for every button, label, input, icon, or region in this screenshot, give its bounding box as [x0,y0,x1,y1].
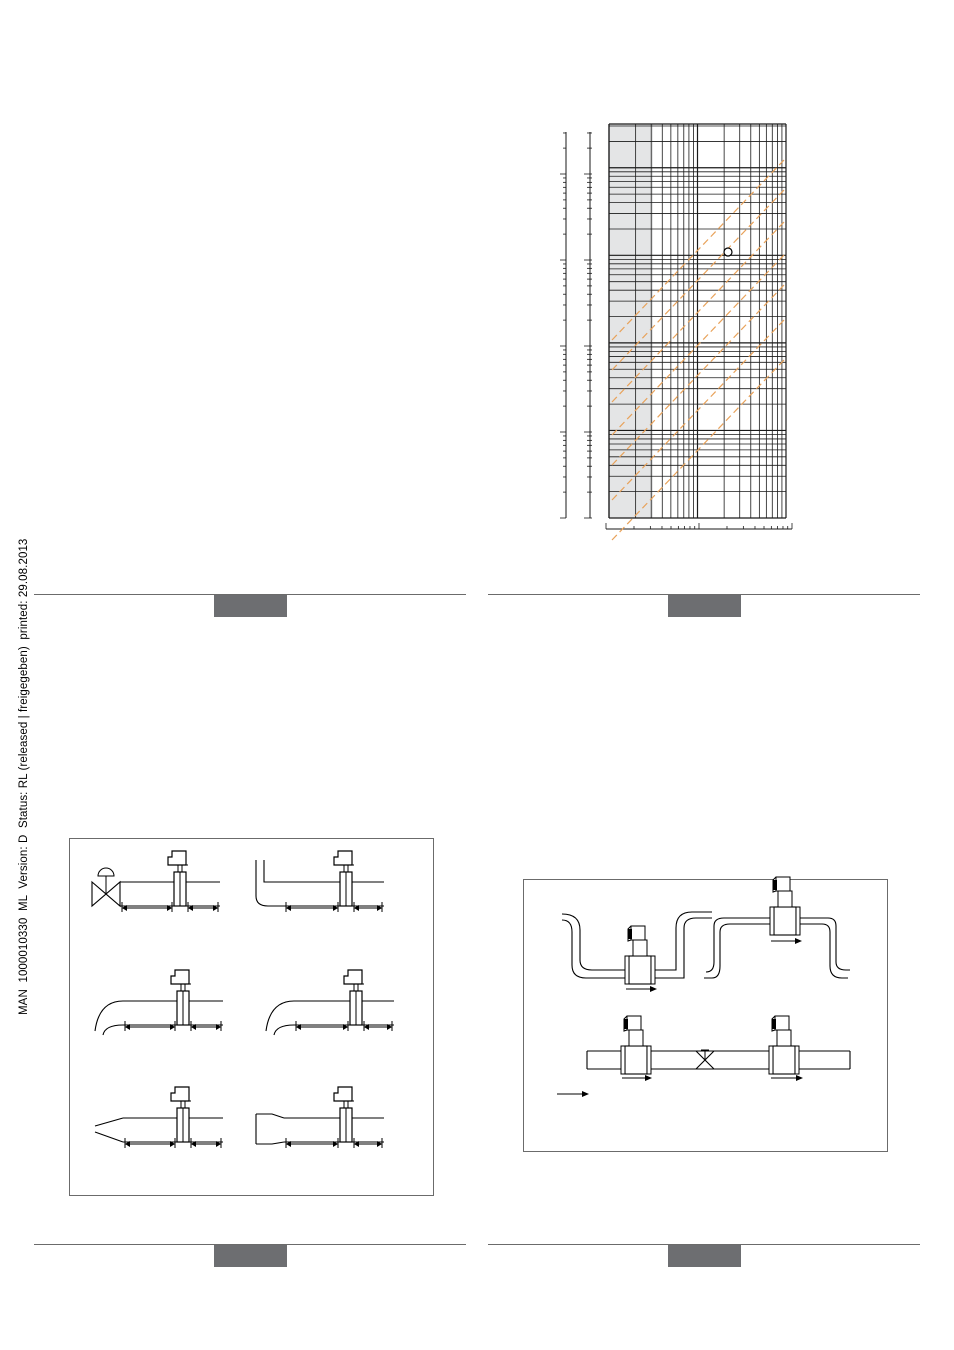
flow-sensor-before-valve [621,1016,651,1074]
sensor-nut [621,1046,625,1074]
flow-sensor-u [625,926,655,984]
sensor-body [629,956,651,984]
sensor-neck [633,940,647,956]
sensor-neck [629,1030,643,1046]
sensor-connector [772,1019,776,1029]
sensor-neck [778,891,792,907]
flow-arrow-before-valve-head [645,1075,652,1081]
flow-arrow-u-head [650,986,657,992]
sensor-nut [647,1046,651,1074]
sensor-connector [624,1019,628,1029]
sensor-nut [796,907,800,935]
sensor-nut [769,1046,773,1074]
sensor-connector [628,929,632,939]
sensor-nut [795,1046,799,1074]
flow-arrow-inverted-u-head [795,938,802,944]
flow-sensor-inverted-u [770,877,800,935]
sensor-neck [777,1030,791,1046]
flow-arrow-after-valve-head [796,1075,803,1081]
sensor-nut [625,956,629,984]
sensor-nut [770,907,774,935]
sensor-body [773,1046,795,1074]
sensor-body [625,1046,647,1074]
flow-sensor-after-valve [769,1016,799,1074]
document-side-stamp: MAN 1000010330 ML Version: D Status: RL (released | freigegeben) printed: 29.08.2013 [18,538,30,1015]
sensor-connector [773,880,777,890]
sensor-nut [651,956,655,984]
sensor-body [774,907,796,935]
legend-flow-arrow-head [582,1091,589,1097]
